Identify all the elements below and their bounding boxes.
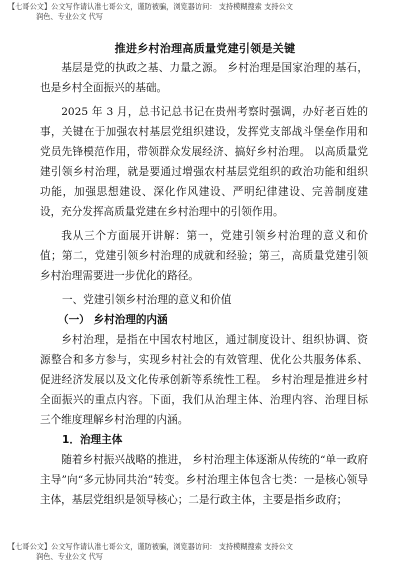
item-heading-1: 1．治理主体 <box>62 434 123 446</box>
promo-banner-top <box>8 2 402 22</box>
paragraph-definition: 乡村治理，是指在中国农村地区，通过制度设计、组织协调、资源整合和多方参与，实现乡村社会的有效管理、优化公共服务体系、促进经济发展以及文化传承创新等系统性工程。 乡村治理是推进乡村全面振兴的重点内容。下面，我们从治理主体、治理内容、治理目标三个维度理解乡村治理的内涵。 <box>40 334 368 426</box>
paragraph-intro: 基层是党的执政之基、力量之源。 乡村治理是国家治理的基石， 也是乡村全面振兴的基础。 <box>40 62 368 94</box>
banner-bottom-line-1: 【七哥公文】公文写作请认准七哥公文，谨防被骗，浏览器访问： 支持模糊搜索 支持公文 <box>8 542 293 551</box>
paragraph-2025: 2025 年 3 月，总书记总书记在贵州考察时强调，办好老百姓的事，关键在于加强农村基层党组织建设，发挥党支部战斗堡垒作用和党员先锋模范作用，带领群众发展经济、搞好乡村治理。 以高质量党建引领乡村治理，就是要通过增强农村基层党组织的政治功能和组织功能，加强思想建设、深化作风建设、严明纪律建设、完善制度建设，充分发挥高质量党建在乡村治理中的引领作用。 <box>40 106 368 218</box>
document-title: 推进乡村治理高质量党建引领是关键 <box>114 42 296 55</box>
paragraph-outline: 我从三个方面展开讲解：第一，党建引领乡村治理的意义和价值；第二，党建引领乡村治理的成就和经验；第三，高质量党建引领乡村治理需要进一步优化的路径。 <box>40 230 368 282</box>
document-body <box>40 58 368 510</box>
banner-line-2: 润色、专业公文 代写 <box>36 12 103 21</box>
banner-bottom-line-2: 润色、专业公文 代写 <box>36 552 103 561</box>
subsection-heading-1: （一） 乡村治理的内涵 <box>58 314 168 326</box>
promo-banner-bottom <box>8 542 402 562</box>
section-heading-1: 一、党建引领乡村治理的意义和价值 <box>62 294 232 306</box>
banner-line-1: 【七哥公文】公文写作请认准七哥公文，谨防被骗，浏览器访问： 支持模糊搜索 支持公文 <box>8 2 293 11</box>
paragraph-subjects: 随着乡村振兴战略的推进， 乡村治理主体逐渐从传统的“单一政府主导”向“多元协同共治”转变。乡村治理主体包含七类：一是核心领导主体，基层党组织是领导核心；二是行政主体，主要是指乡政府； <box>40 454 368 506</box>
